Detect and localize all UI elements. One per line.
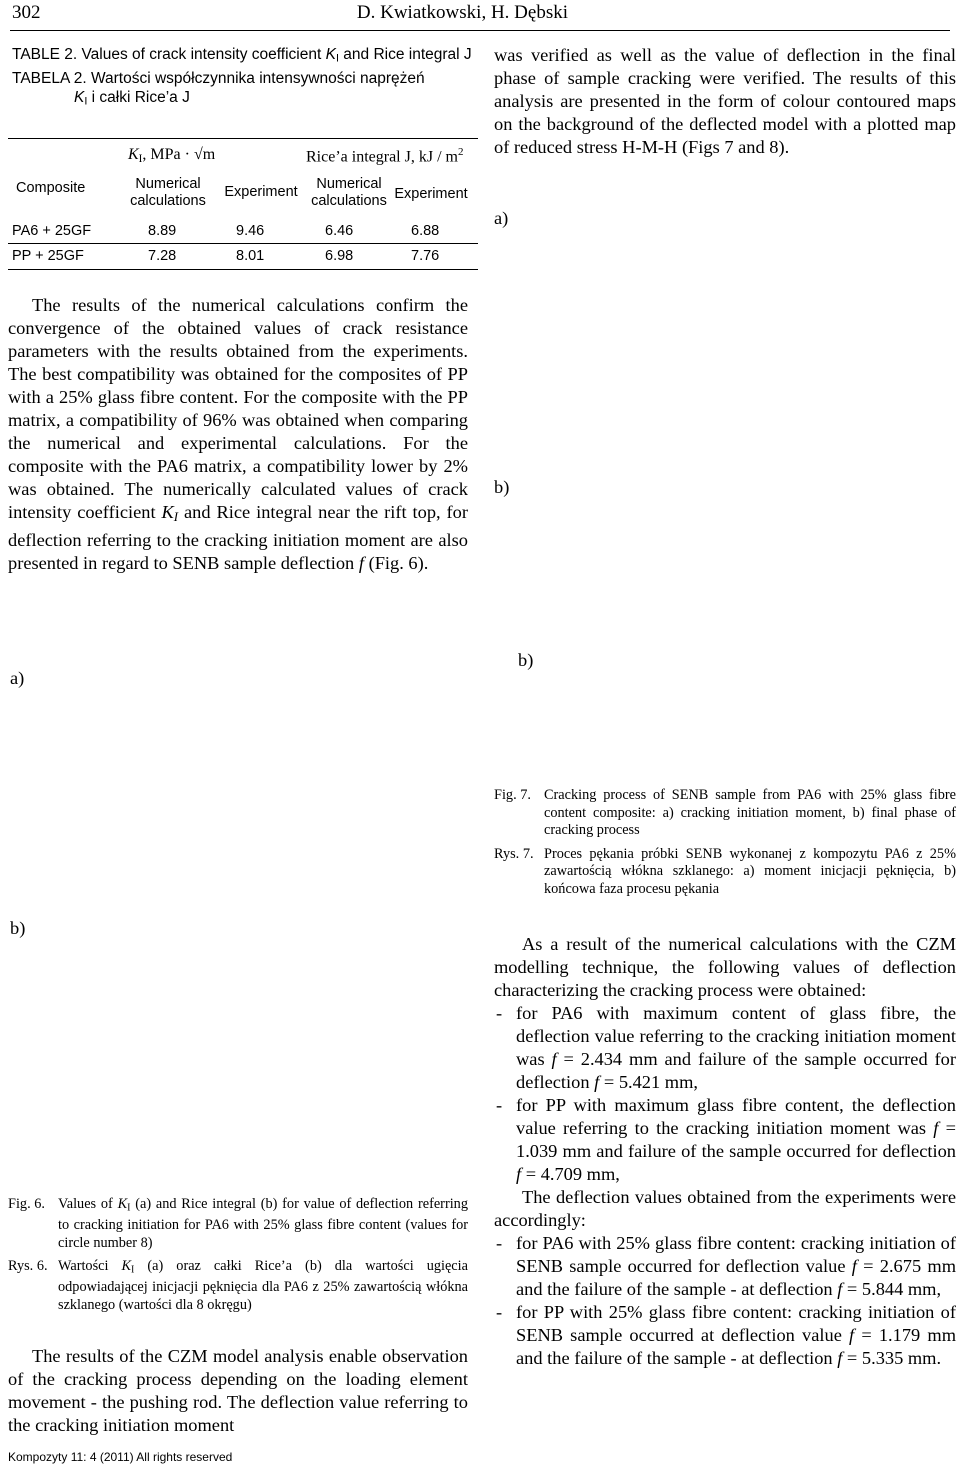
journal-footer: Kompozyty 11: 4 (2011) All rights reserved <box>8 1450 233 1464</box>
table-bottom-rule <box>8 269 478 270</box>
right-paragraph-top: was verified as well as the value of deflection in the final phase of sample cracking were verified. The results of this analysis are presented in the form of colour contoured maps on the background of the deflected model with a plotted map of reduced stress H-M-H (Figs 7 and 8). <box>494 45 956 157</box>
row-k-num: 7.28 <box>148 248 177 264</box>
col-composite: Composite <box>16 180 86 196</box>
fig7-panel-b-label: b) <box>494 477 510 497</box>
group-header-j: Rice’a integral J, kJ / $m^2$ <box>306 146 464 166</box>
left-paragraph-1: The results of the numerical calculations confirm the convergence of the obtained values of crack resistance parameters with the results obtained from the experiments. The best compatibility was obtained for the composites of PP with a 25% glass fibre content. For the composite with the PP matrix, a compatibility of 96% was obtained when comparing the numerical and experimental calculations. For the composite with the PA6 matrix, a compatibility lower by 2% was obtained. The numerically calculated values of crack intensity coefficient $K_I$ and Rice integral near the rift top, for deflection referring to the cracking initiation moment are also presented in regard to SENB sample deflection f (Fig. 6). <box>8 295 469 574</box>
experimental-results-list <box>494 1232 956 1370</box>
row-k-exp: 8.01 <box>236 248 265 264</box>
fig7-caption-en: Fig. 7. Cracking process of SENB sample from PA6 with 25% glass fibre content composite: a) cracking initiation moment, b) final phase of cracking process <box>494 787 956 838</box>
fig8-panel-b-label: b) <box>518 650 534 670</box>
fig6-caption-pl: Rys. 6. Wartości $K_I$ (a) oraz całki Rice’a (b) dla wartości ugięcia odpowiadającej inicjacji pęknięcia dla PA6 z 25% zawartością włókna szklanego (wartości dla 8 okręgu) <box>8 1258 468 1313</box>
group-header-k: $K_I$, MPa · √m <box>128 146 216 165</box>
list-item: - for PA6 with 25% glass fibre content: cracking initiation of SENB sample occurred for deflection value f = 2.675 mm and the failure of the sample - at deflection f = 5.844 mm, <box>494 1232 956 1301</box>
row-j-exp: 7.76 <box>411 248 440 264</box>
fig6-caption-en: Fig. 6. Values of $K_I$ (a) and Rice integral (b) for value of deflection referring to cracking initiation for PA6 with 25% glass fibre content (values for circle number 8) <box>8 1196 468 1251</box>
header-rule <box>10 30 950 31</box>
table-top-rule <box>8 138 478 139</box>
table-row-rule <box>8 243 478 244</box>
table-caption <box>12 45 472 111</box>
numerical-results-list <box>494 1002 956 1186</box>
experiments-intro: The deflection values obtained from the experiments were accordingly: <box>494 1187 956 1230</box>
subheader-k-experiment: Experiment <box>224 184 298 200</box>
running-header-authors: D. Kwiatkowski, H. Dębski <box>356 2 568 23</box>
subheader-j-experiment: Experiment <box>394 186 468 202</box>
fig6-panel-b-label: b) <box>10 918 26 938</box>
row-name: PP + 25GF <box>12 248 84 264</box>
right-results <box>494 933 956 1370</box>
results-intro: As a result of the numerical calculations with the CZM modelling technique, the following values of deflection characterizing the cracking process were obtained: <box>494 934 956 1000</box>
table-2 <box>8 138 478 270</box>
row-name: PA6 + 25GF <box>12 223 92 239</box>
row-j-num: 6.46 <box>325 223 354 239</box>
table-caption-pl: TABELA 2. Wartości współczynnika intensywności naprężeń $K_I$ i całki Rice’a J <box>12 69 425 108</box>
fig6-caption <box>8 1196 468 1320</box>
page-number: 302 <box>12 2 41 23</box>
row-j-num: 6.98 <box>325 248 354 264</box>
row-k-num: 8.89 <box>148 223 177 239</box>
subheader-k-numerical: Numerical calculations <box>130 176 206 209</box>
subheader-j-numerical: Numerical calculations <box>311 176 387 209</box>
list-item: - for PA6 with maximum content of glass fibre, the deflection value referring to the cracking initiation moment was f = 2.434 mm and failure of the sample occurred for deflection f = 5.421 mm, <box>494 1002 956 1094</box>
row-j-exp: 6.88 <box>411 223 440 239</box>
table-caption-en: TABLE 2. Values of crack intensity coefficient $K_I$ and Rice integral J <box>12 46 472 65</box>
row-k-exp: 9.46 <box>236 223 265 239</box>
fig7-caption-pl: Rys. 7. Proces pękania próbki SENB wykonanej z kompozytu PA6 z 25% zawartością włókna szklanego: a) moment inicjacji pęknięcia, b) końcowa faza procesu pękania <box>494 845 956 897</box>
list-item: - for PP with 25% glass fibre content: cracking initiation of SENB sample occurred at deflection value f = 1.179 mm and the failure of the sample - at deflection f = 5.335 mm. <box>494 1301 956 1370</box>
fig7-caption <box>494 787 956 904</box>
fig6-panel-a-label: a) <box>10 668 25 688</box>
fig7-panel-a-label: a) <box>494 208 509 228</box>
left-paragraph-2: The results of the CZM model analysis enable observation of the cracking process depending on the loading element movement - the pushing rod. The deflection value referring to the cracking initiation moment <box>8 1346 468 1435</box>
list-item: - for PP with maximum glass fibre content, the deflection value referring to the cracking initiation moment was f = 1.039 mm and failure of the sample occurred for deflection f = 4.709 mm, <box>494 1094 956 1186</box>
